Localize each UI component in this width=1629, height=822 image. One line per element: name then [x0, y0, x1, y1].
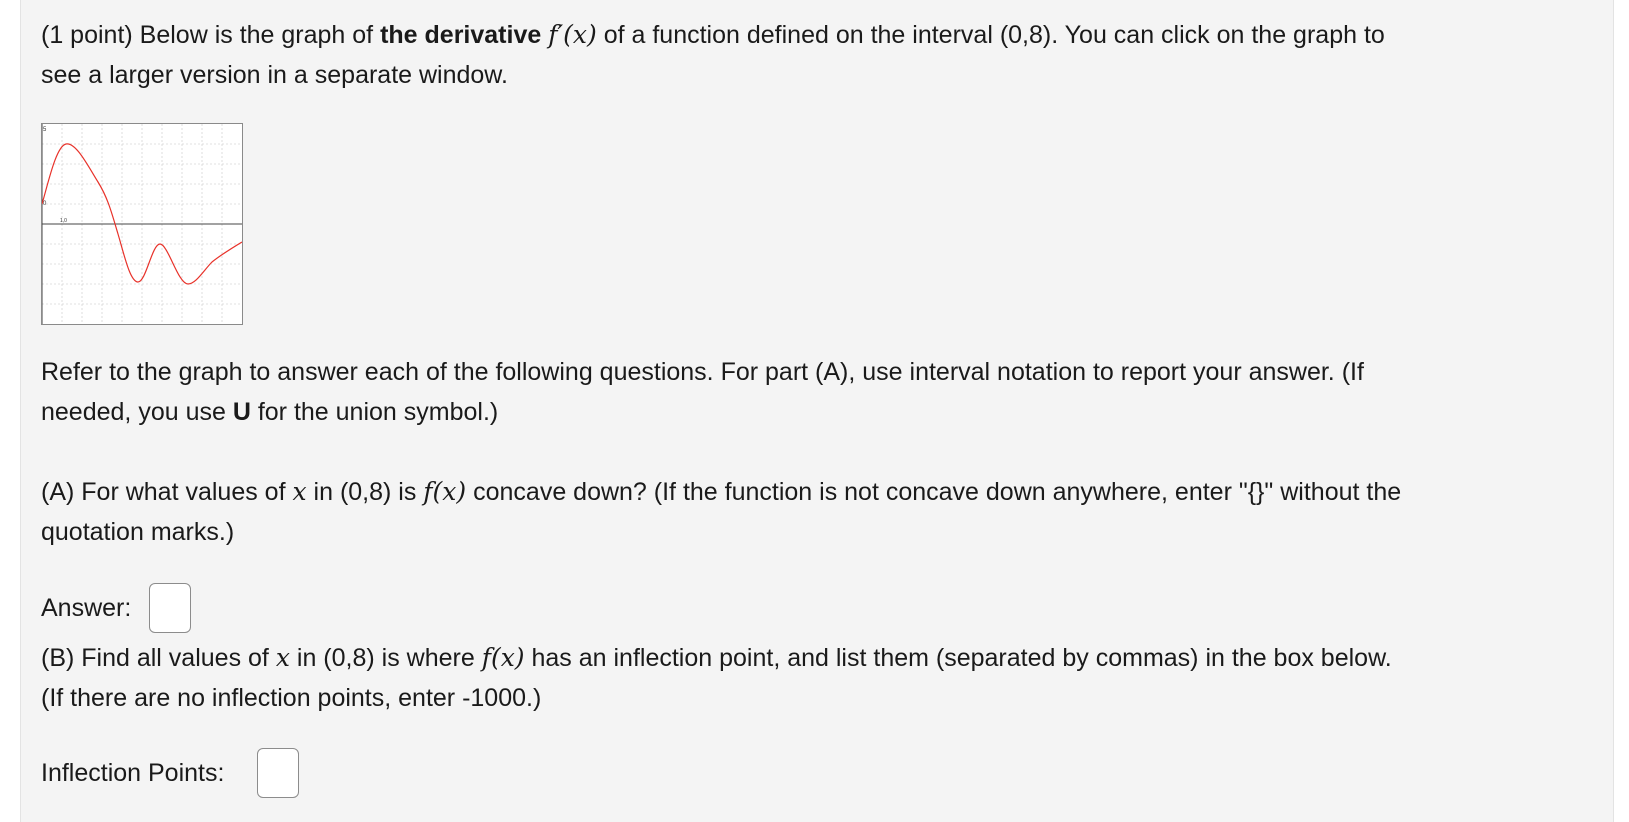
- intro-point: (1 point) Below is the graph of: [41, 21, 381, 49]
- refer-line1: Refer to the graph to answer each of the following questions. For part (A), use interval notation to report your answer. (If: [41, 358, 1364, 386]
- answer-label: Answer:: [41, 594, 132, 622]
- part-b-pre: (B) Find all values of: [41, 644, 276, 672]
- part-a-mid: in (0,8) is: [306, 478, 424, 506]
- derivative-graph: [42, 124, 242, 324]
- intro-bold: the derivative: [380, 21, 542, 49]
- intro-rest: of a function defined on the interval (0,8). You can click on the graph to: [596, 21, 1385, 49]
- problem-panel: [20, 0, 1614, 822]
- intro-text: [41, 15, 1601, 95]
- answer-input[interactable]: [149, 583, 191, 633]
- part-b-x: x: [275, 643, 290, 672]
- part-a-pre: (A) For what values of: [41, 478, 293, 506]
- inflection-points-input[interactable]: [257, 748, 299, 798]
- part-a-x: x: [292, 477, 307, 506]
- refer-text: [41, 352, 1601, 432]
- derivative-graph-link[interactable]: [41, 123, 243, 325]
- refer-line2-post: for the union symbol.): [250, 398, 499, 426]
- part-b-question: [41, 638, 1601, 718]
- fprime-math: f′(x): [548, 20, 597, 49]
- part-b-fx: f(x): [481, 643, 525, 672]
- refer-line2-pre: needed, you use: [41, 398, 233, 426]
- intro-line2: see a larger version in a separate window.: [41, 61, 508, 89]
- part-a-post: concave down? (If the function is not concave down anywhere, enter "{}" without the: [466, 478, 1402, 506]
- union-symbol: U: [232, 398, 251, 426]
- part-b-line2: (If there are no inflection points, enter -1000.): [41, 684, 542, 712]
- part-a-line2: quotation marks.): [41, 518, 235, 546]
- part-a-question: [41, 472, 1601, 552]
- part-a-fx: f(x): [423, 477, 467, 506]
- part-b-mid: in (0,8) is where: [289, 644, 482, 672]
- part-b-post: has an inflection point, and list them (separated by commas) in the box below.: [524, 644, 1392, 672]
- x-axis-label: 1,0: [60, 218, 67, 224]
- inflection-points-label: Inflection Points:: [41, 759, 225, 787]
- origin-label: 0: [43, 201, 47, 207]
- y-tick-label: 5: [43, 127, 47, 133]
